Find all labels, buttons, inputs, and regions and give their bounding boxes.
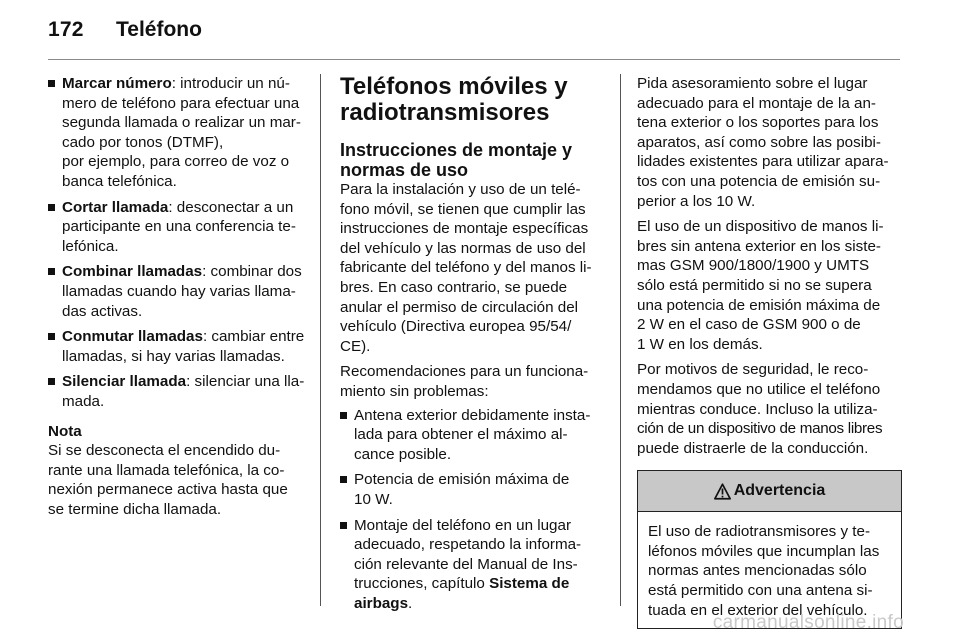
paragraph xyxy=(637,74,902,211)
page-title: Teléfono xyxy=(116,18,202,41)
bullet-text: por ejemplo, para correo de voz o xyxy=(62,153,290,171)
note-line: nexión permanece activa hasta que xyxy=(48,481,288,499)
text-line: El uso de radiotransmisores y te- xyxy=(648,523,870,541)
text-line: Recomendaciones para un funciona- xyxy=(340,363,589,381)
warning-title: Advertencia xyxy=(733,482,826,500)
text-line: adecuado para el montaje de la an- xyxy=(637,94,876,112)
text-line: tos con una potencia de emisión su- xyxy=(637,172,881,190)
text-line: fabricante del teléfono y del manos li- xyxy=(340,259,592,277)
text-line: normas antes mencionadas sólo xyxy=(648,562,867,580)
heading-line: Teléfonos móviles y xyxy=(340,73,568,100)
bullet-square-icon xyxy=(340,412,347,419)
note-line: Si se desconecta el encendido du- xyxy=(48,442,281,460)
text-line: miento sin problemas: xyxy=(340,382,489,400)
text-line: bres. En caso contrario, se puede xyxy=(340,278,568,296)
section-heading xyxy=(340,74,602,126)
text-line: una potencia de emisión máxima de xyxy=(637,296,881,314)
bullet-text: mero de teléfono para efectuar una xyxy=(62,94,300,112)
bullet-term: Conmutar llamadas xyxy=(62,328,203,346)
text-line: Por motivos de seguridad, le reco- xyxy=(637,361,869,379)
page-number: 172 xyxy=(48,18,84,41)
bullet-term: Marcar número xyxy=(62,75,172,92)
bullet-text: llamadas, si hay varias llamadas. xyxy=(62,347,285,365)
column-divider-2 xyxy=(620,74,621,606)
paragraph xyxy=(637,217,902,354)
watermark: carmanualsonline.info xyxy=(712,612,904,633)
bullet-text: 10 W. xyxy=(354,490,393,508)
bullet-text: ción relevante del Manual de Ins- xyxy=(354,555,578,573)
cross-reference-link[interactable]: airbags xyxy=(354,594,409,612)
bullet-text: das activas. xyxy=(62,302,143,320)
bullet-term: Silenciar llamada xyxy=(62,373,187,391)
text-line: El uso de un dispositivo de manos li- xyxy=(637,218,884,236)
bullet-text: banca telefónica. xyxy=(62,172,177,190)
bullet-square-icon xyxy=(340,476,347,483)
bullet-text: cance posible. xyxy=(354,445,452,463)
bullet-text: lada para obtener el máximo al- xyxy=(354,426,568,444)
text-line: CE). xyxy=(340,337,371,355)
bullet-square-icon xyxy=(48,268,55,275)
bullet-text: : desconectar a un xyxy=(168,198,294,216)
text-line: bres sin antena exterior en los siste- xyxy=(637,237,881,255)
note-text xyxy=(48,441,306,519)
list-item xyxy=(48,372,306,411)
bullet-text: : cambiar entre xyxy=(202,328,305,346)
note-line: rante una llamada telefónica, la co- xyxy=(48,461,285,479)
bullet-term: Combinar llamadas xyxy=(62,263,203,281)
subsection-heading xyxy=(340,140,602,180)
warning-triangle-icon xyxy=(714,483,731,500)
list-item xyxy=(48,198,306,257)
text-line: Para la instalación y uso de un telé- xyxy=(340,181,581,198)
text-line: mas GSM 900/1800/1900 y UMTS xyxy=(637,257,870,275)
text-line: 1 W en los demás. xyxy=(637,335,763,353)
text-line: sólo está permitido si no se supera xyxy=(637,276,872,294)
bullet-square-icon xyxy=(48,80,55,87)
list-item xyxy=(340,516,602,614)
bullet-text: : combinar dos xyxy=(202,263,302,281)
bullet-text: Montaje del teléfono en un lugar xyxy=(354,516,572,534)
text-line: tena exterior o los soportes para los xyxy=(637,114,879,132)
page-header xyxy=(48,18,908,48)
list-item xyxy=(340,470,602,509)
text-line: Pida asesoramiento sobre el lugar xyxy=(637,75,868,92)
text-line: mientras conduce. Incluso la utiliza- xyxy=(637,400,878,418)
bullet-text: lefónica. xyxy=(62,237,119,255)
bullet-text: cado por tonos (DTMF), xyxy=(62,133,224,151)
text-line: perior a los 10 W. xyxy=(637,192,756,210)
column-2 xyxy=(340,74,602,619)
text-line: 2 W en el caso de GSM 900 o de xyxy=(637,316,861,334)
text-line: mendamos que no utilice el teléfono xyxy=(637,380,881,398)
bullet-square-icon xyxy=(48,204,55,211)
list-item xyxy=(48,74,306,192)
text-line: vehículo (Directiva europea 95/54/ xyxy=(340,318,572,336)
bullet-square-icon xyxy=(340,522,347,529)
bullet-text: : silenciar una lla- xyxy=(186,373,305,391)
column-divider-1 xyxy=(320,74,321,606)
text-line: aparatos, así como sobre las posibi- xyxy=(637,133,881,151)
text-line: instrucciones de montaje específicas xyxy=(340,220,589,238)
bullet-text: mada. xyxy=(62,392,105,410)
note-line: se termine dicha llamada. xyxy=(48,500,222,518)
bullet-text: segunda llamada o realizar un mar- xyxy=(62,114,301,132)
header-rule xyxy=(48,59,900,60)
list-item xyxy=(340,406,602,465)
bullet-text: . xyxy=(408,594,413,612)
bullet-text: participante en una conferencia te- xyxy=(62,218,296,236)
warning-header xyxy=(638,471,901,512)
bullet-text: trucciones, capítulo xyxy=(354,575,490,593)
text-line: puede distraerle de la conducción. xyxy=(637,439,869,457)
bullet-square-icon xyxy=(48,378,55,385)
bullet-term: Cortar llamada xyxy=(62,198,169,216)
text-line: anular el permiso de circulación del xyxy=(340,298,579,316)
column-1 xyxy=(48,74,306,519)
note-title: Nota xyxy=(48,422,82,440)
bullet-text: : introducir un nú- xyxy=(171,75,290,92)
cross-reference-link[interactable]: Sistema de xyxy=(489,575,570,593)
bullet-square-icon xyxy=(48,333,55,340)
bullet-text: adecuado, respetando la informa- xyxy=(354,536,582,554)
text-line: lidades existentes para utilizar apara- xyxy=(637,153,889,171)
text-line: fono móvil, se tienen que cumplir las xyxy=(340,200,586,218)
text-line: ción de un dispositivo de manos libres xyxy=(637,420,883,438)
text-line: del vehículo y las normas de uso del xyxy=(340,239,586,257)
column-3 xyxy=(637,74,902,629)
list-item xyxy=(48,262,306,321)
paragraph xyxy=(340,362,602,401)
heading-line: Instrucciones de montaje y xyxy=(340,140,573,160)
warning-body xyxy=(638,512,901,628)
paragraph xyxy=(340,180,602,356)
text-line: tuada en el exterior del vehículo. xyxy=(648,601,868,619)
paragraph xyxy=(637,360,902,458)
list-item xyxy=(48,327,306,366)
warning-box xyxy=(637,470,902,629)
text-line: léfonos móviles que incumplan las xyxy=(648,542,880,560)
bullet-text: llamadas cuando hay varias llama- xyxy=(62,282,296,300)
text-line: está permitido con una antena si- xyxy=(648,582,873,600)
bullet-text: Potencia de emisión máxima de xyxy=(354,471,570,489)
bullet-text: Antena exterior debidamente insta- xyxy=(354,406,591,424)
heading-line: radiotransmisores xyxy=(340,99,550,126)
heading-line: normas de uso xyxy=(340,160,469,180)
